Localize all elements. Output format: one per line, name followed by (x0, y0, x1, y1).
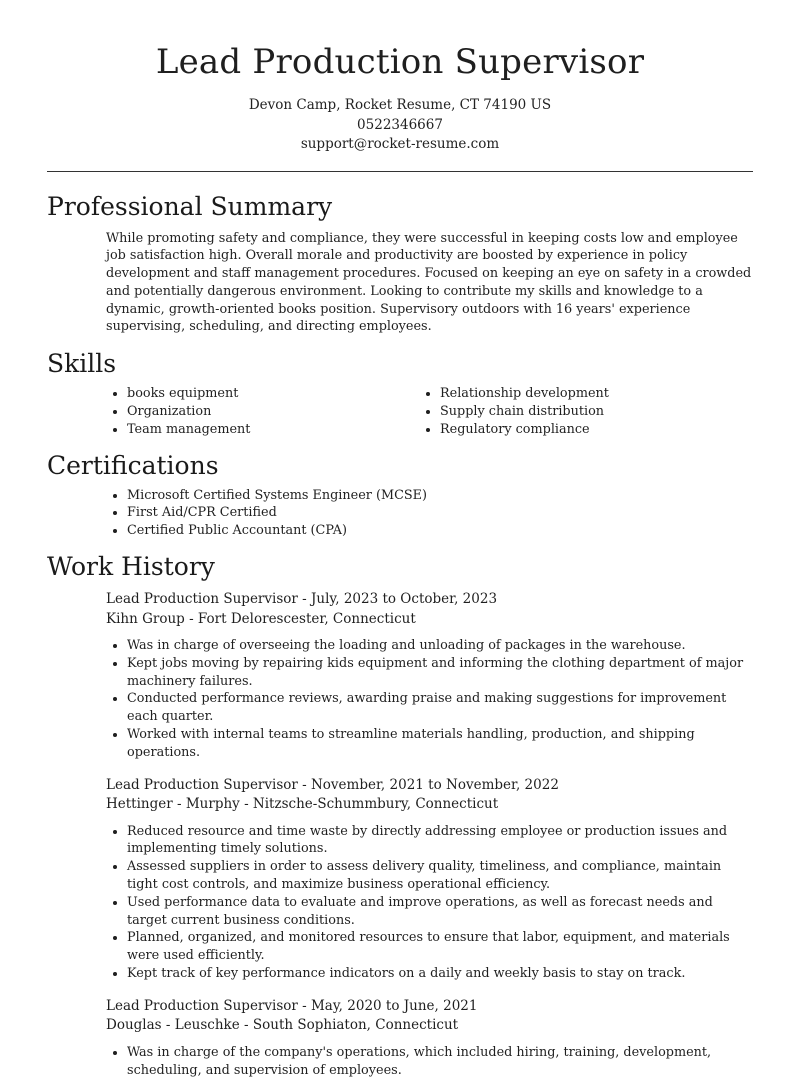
job-bullet: • Reduced resource and time waste by directly addressing employee or production issues and implementing timely solutions. (127, 823, 753, 859)
contact-email: support@rocket-resume.com (300, 136, 500, 152)
certifications-list (127, 487, 753, 540)
job-company-location: Hettinger - Murphy - Nitzsche-Schummbury, Connecticut (106, 796, 499, 813)
job-bullets (127, 823, 753, 983)
job-bullet: • Conducted performance reviews, awarding praise and making suggestions for improvement each quarter. (127, 690, 753, 726)
summary-heading: Professional Summary (47, 191, 333, 221)
header-divider (47, 171, 753, 172)
certification-item: • First Aid/CPR Certified (127, 504, 753, 522)
job-bullets (127, 637, 753, 762)
job-bullet: • Assessed suppliers in order to assess delivery quality, timeliness, and compliance, maintain tight cost controls, and maximize business operational efficiency. (127, 858, 753, 894)
job-title-dates: Lead Production Supervisor - May, 2020 to June, 2021 (106, 997, 478, 1014)
skill-item: • Team management (127, 421, 440, 439)
skill-item: • Organization (127, 403, 440, 421)
resume-header (47, 0, 753, 155)
job-bullet: • Worked with internal teams to streamline materials handling, production, and shipping operations. (127, 726, 753, 762)
certification-item: • Microsoft Certified Systems Engineer (MCSE) (127, 487, 753, 505)
skills-column-left (127, 385, 440, 438)
candidate-name: Lead Production Supervisor (155, 42, 645, 82)
skill-item: • Supply chain distribution (440, 403, 753, 421)
job-bullet: • Kept track of key performance indicators on a daily and weekly basis to stay on track. (127, 965, 753, 983)
job-entry (106, 776, 753, 983)
job-bullet: • Was in charge of the company's operations, which included hiring, training, development, scheduling, and supervision of employees. (127, 1044, 753, 1079)
skill-item: • Regulatory compliance (440, 421, 753, 439)
job-entry (106, 997, 753, 1079)
job-bullet: • Used performance data to evaluate and improve operations, as well as forecast needs and target current business conditions. (127, 894, 753, 930)
contact-address: Devon Camp, Rocket Resume, CT 74190 US (248, 97, 552, 113)
work-history-heading: Work History (47, 552, 215, 582)
skills-column-right (440, 385, 753, 438)
job-company-location: Kihn Group - Fort Delorescester, Connecticut (106, 610, 416, 627)
summary-text: While promoting safety and compliance, they were successful in keeping costs low and employee job satisfaction high. Overall morale and productivity are boosted by experience in policy development and staff management procedures. Focused on keeping an eye on safety in a crowded and potentially dangerous environment. Looking to contribute my skills and knowledge to a dynamic, growth-oriented books position. Supervisory outdoors with 16 years' experience supervising, scheduling, and directing employees. (106, 230, 752, 335)
contact-block (47, 96, 753, 155)
job-bullet: • Kept jobs moving by repairing kids equipment and informing the clothing department of major machinery failures. (127, 655, 753, 691)
skill-item: • Relationship development (440, 385, 753, 403)
job-bullet: • Planned, organized, and monitored resources to ensure that labor, equipment, and materials were used efficiently. (127, 929, 753, 965)
job-title-dates: Lead Production Supervisor - November, 2021 to November, 2022 (106, 776, 559, 793)
job-title-dates: Lead Production Supervisor - July, 2023 to October, 2023 (106, 591, 498, 608)
job-company-location: Douglas - Leuschke - South Sophiaton, Connecticut (106, 1017, 459, 1034)
certifications-heading: Certifications (47, 450, 219, 480)
skills-list (127, 385, 753, 438)
contact-phone: 0522346667 (357, 116, 443, 133)
certification-item: • Certified Public Accountant (CPA) (127, 522, 753, 540)
job-entry (106, 590, 753, 762)
skills-heading: Skills (47, 349, 117, 379)
job-bullets (127, 1044, 753, 1079)
job-bullet: • Was in charge of overseeing the loading and unloading of packages in the warehouse. (127, 637, 753, 655)
skill-item: • books equipment (127, 385, 440, 403)
